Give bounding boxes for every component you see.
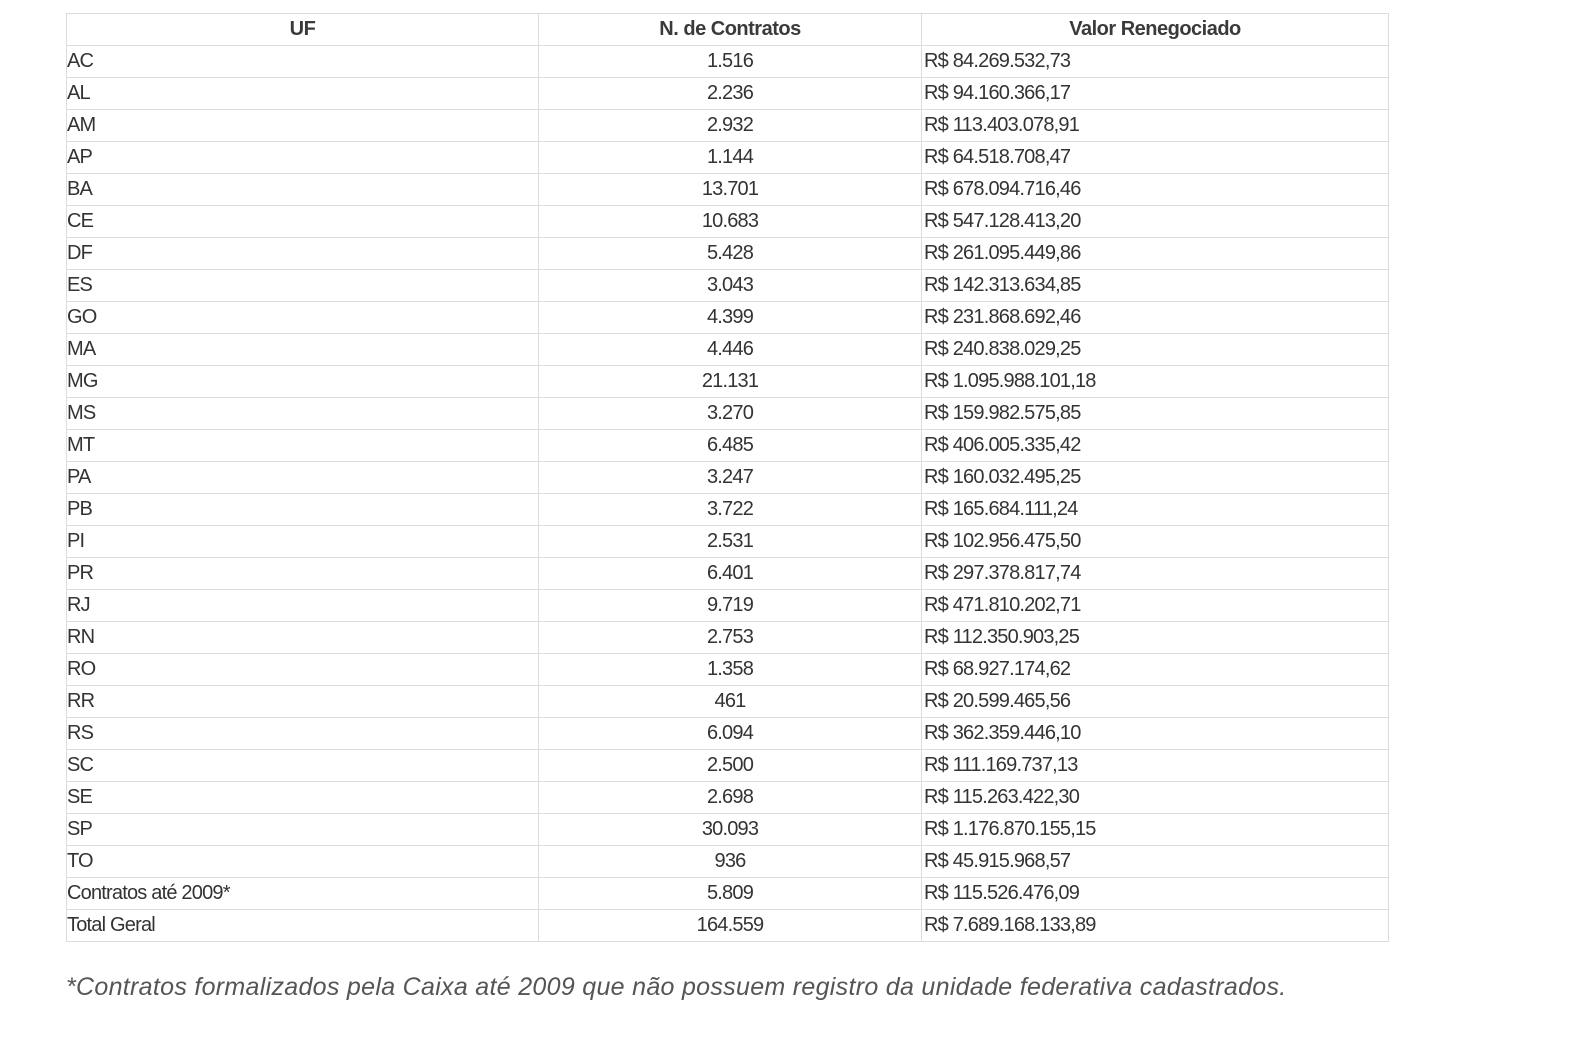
header-valor: Valor Renegociado: [922, 14, 1389, 46]
cell-valor: R$ 159.982.575,85: [922, 398, 1389, 430]
cell-uf: AL: [67, 78, 539, 110]
cell-contratos: 3.722: [539, 494, 922, 526]
cell-valor: R$ 45.915.968,57: [922, 846, 1389, 878]
table-row: [67, 654, 1389, 686]
cell-contratos: 936: [539, 846, 922, 878]
footnote: *Contratos formalizados pela Caixa até 2009 que não possuem registro da unidade federativa cadastrados.: [66, 973, 1287, 1001]
cell-uf: RR: [67, 686, 539, 718]
table-row: [67, 910, 1389, 942]
cell-uf: MS: [67, 398, 539, 430]
cell-contratos: 4.399: [539, 302, 922, 334]
header-uf: UF: [67, 14, 539, 46]
cell-contratos: 2.531: [539, 526, 922, 558]
table-row: [67, 526, 1389, 558]
cell-contratos: 9.719: [539, 590, 922, 622]
cell-valor: R$ 84.269.532,73: [922, 46, 1389, 78]
cell-valor: R$ 68.927.174,62: [922, 654, 1389, 686]
cell-contratos: 3.270: [539, 398, 922, 430]
cell-contratos: 30.093: [539, 814, 922, 846]
table-body: [67, 46, 1389, 942]
cell-valor: R$ 1.095.988.101,18: [922, 366, 1389, 398]
table-row: [67, 718, 1389, 750]
cell-uf: RO: [67, 654, 539, 686]
table-row: [67, 750, 1389, 782]
table-row: [67, 398, 1389, 430]
cell-contratos: 13.701: [539, 174, 922, 206]
table-row: [67, 110, 1389, 142]
table-row: [67, 206, 1389, 238]
cell-contratos: 5.809: [539, 878, 922, 910]
cell-uf: MG: [67, 366, 539, 398]
cell-contratos: 1.144: [539, 142, 922, 174]
table-row: [67, 174, 1389, 206]
table-row: [67, 782, 1389, 814]
table-row: [67, 238, 1389, 270]
header-row: [67, 14, 1389, 46]
cell-valor: R$ 547.128.413,20: [922, 206, 1389, 238]
cell-valor: R$ 678.094.716,46: [922, 174, 1389, 206]
cell-contratos: 164.559: [539, 910, 922, 942]
cell-uf: ES: [67, 270, 539, 302]
cell-contratos: 2.236: [539, 78, 922, 110]
cell-contratos: 3.043: [539, 270, 922, 302]
cell-valor: R$ 362.359.446,10: [922, 718, 1389, 750]
table-row: [67, 270, 1389, 302]
cell-contratos: 2.500: [539, 750, 922, 782]
renegotiation-table: [66, 13, 1389, 942]
cell-contratos: 6.401: [539, 558, 922, 590]
cell-contratos: 2.753: [539, 622, 922, 654]
cell-valor: R$ 111.169.737,13: [922, 750, 1389, 782]
cell-valor: R$ 231.868.692,46: [922, 302, 1389, 334]
cell-uf: SP: [67, 814, 539, 846]
cell-valor: R$ 406.005.335,42: [922, 430, 1389, 462]
cell-valor: R$ 160.032.495,25: [922, 462, 1389, 494]
table-row: [67, 846, 1389, 878]
cell-contratos: 4.446: [539, 334, 922, 366]
cell-valor: R$ 113.403.078,91: [922, 110, 1389, 142]
table-row: [67, 46, 1389, 78]
cell-contratos: 5.428: [539, 238, 922, 270]
table-row: [67, 366, 1389, 398]
cell-contratos: 6.485: [539, 430, 922, 462]
cell-uf: Contratos até 2009*: [67, 878, 539, 910]
cell-uf: RN: [67, 622, 539, 654]
table-row: [67, 334, 1389, 366]
cell-contratos: 1.358: [539, 654, 922, 686]
cell-contratos: 3.247: [539, 462, 922, 494]
table-row: [67, 814, 1389, 846]
cell-contratos: 10.683: [539, 206, 922, 238]
table-row: [67, 590, 1389, 622]
table-row: [67, 142, 1389, 174]
cell-valor: R$ 297.378.817,74: [922, 558, 1389, 590]
cell-contratos: 21.131: [539, 366, 922, 398]
table-row: [67, 462, 1389, 494]
cell-valor: R$ 165.684.111,24: [922, 494, 1389, 526]
cell-valor: R$ 142.313.634,85: [922, 270, 1389, 302]
renegotiation-table-container: [66, 13, 1388, 942]
table-row: [67, 622, 1389, 654]
cell-valor: R$ 240.838.029,25: [922, 334, 1389, 366]
cell-uf: SE: [67, 782, 539, 814]
cell-uf: CE: [67, 206, 539, 238]
table-row: [67, 78, 1389, 110]
table-row: [67, 558, 1389, 590]
cell-uf: DF: [67, 238, 539, 270]
table-row: [67, 878, 1389, 910]
table-row: [67, 494, 1389, 526]
cell-uf: BA: [67, 174, 539, 206]
table-row: [67, 302, 1389, 334]
cell-contratos: 6.094: [539, 718, 922, 750]
cell-valor: R$ 102.956.475,50: [922, 526, 1389, 558]
cell-uf: RS: [67, 718, 539, 750]
cell-valor: R$ 64.518.708,47: [922, 142, 1389, 174]
cell-valor: R$ 20.599.465,56: [922, 686, 1389, 718]
cell-uf: PR: [67, 558, 539, 590]
cell-valor: R$ 261.095.449,86: [922, 238, 1389, 270]
cell-uf: MT: [67, 430, 539, 462]
header-contratos: N. de Contratos: [539, 14, 922, 46]
cell-uf: TO: [67, 846, 539, 878]
cell-uf: SC: [67, 750, 539, 782]
cell-contratos: 1.516: [539, 46, 922, 78]
cell-uf: GO: [67, 302, 539, 334]
table-row: [67, 686, 1389, 718]
cell-valor: R$ 471.810.202,71: [922, 590, 1389, 622]
cell-valor: R$ 112.350.903,25: [922, 622, 1389, 654]
cell-uf: RJ: [67, 590, 539, 622]
cell-contratos: 461: [539, 686, 922, 718]
table-header: [67, 14, 1389, 46]
cell-valor: R$ 115.526.476,09: [922, 878, 1389, 910]
cell-uf: Total Geral: [67, 910, 539, 942]
cell-valor: R$ 1.176.870.155,15: [922, 814, 1389, 846]
cell-valor: R$ 7.689.168.133,89: [922, 910, 1389, 942]
cell-uf: PB: [67, 494, 539, 526]
cell-contratos: 2.698: [539, 782, 922, 814]
cell-uf: MA: [67, 334, 539, 366]
cell-uf: AP: [67, 142, 539, 174]
cell-contratos: 2.932: [539, 110, 922, 142]
cell-uf: PA: [67, 462, 539, 494]
cell-valor: R$ 115.263.422,30: [922, 782, 1389, 814]
cell-uf: AM: [67, 110, 539, 142]
cell-valor: R$ 94.160.366,17: [922, 78, 1389, 110]
table-row: [67, 430, 1389, 462]
cell-uf: PI: [67, 526, 539, 558]
cell-uf: AC: [67, 46, 539, 78]
